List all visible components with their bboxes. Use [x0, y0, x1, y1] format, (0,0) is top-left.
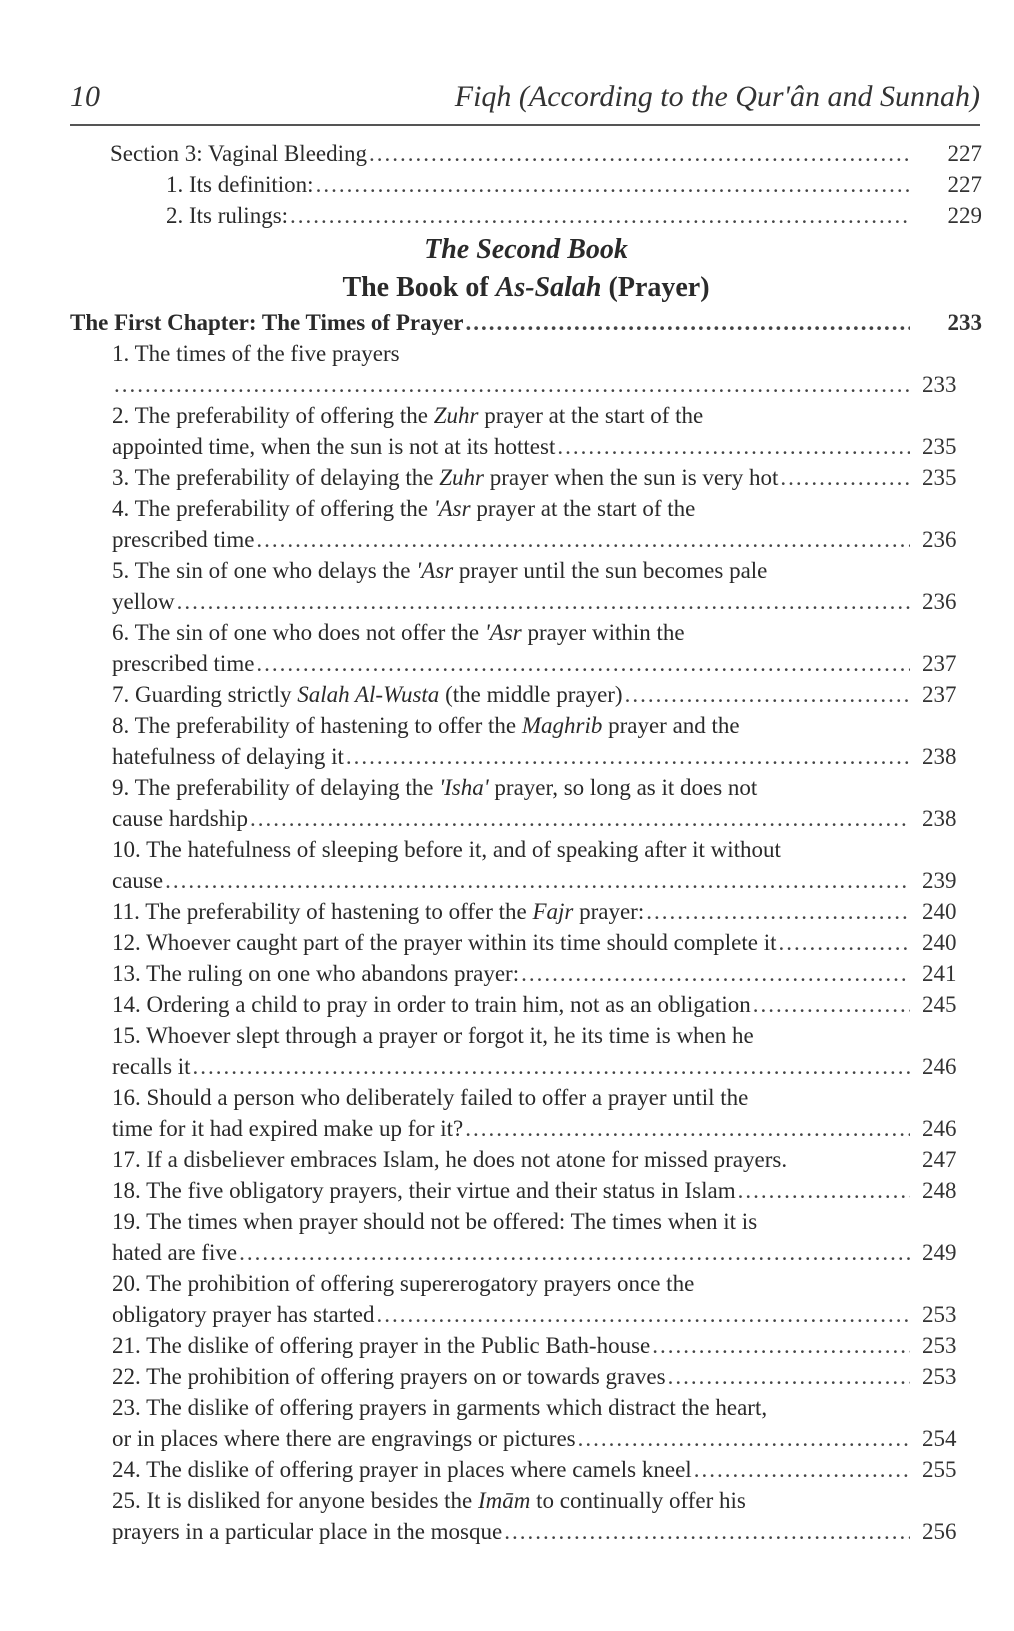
toc-entry-text: 17. If a disbeliever embraces Islam, he does not atone for missed prayers. — [112, 1147, 788, 1172]
toc-entry — [70, 1020, 982, 1082]
toc-page-number: 239 — [922, 868, 957, 893]
toc-entry — [70, 834, 982, 896]
toc-entry-text-line: 15. Whoever slept through a prayer or forgot it, he its time is when he — [112, 1023, 754, 1048]
italic-term: Fajr — [532, 899, 574, 924]
dot-leader — [780, 462, 910, 493]
toc-entry — [70, 1144, 982, 1175]
toc-entry-text-line: 5. The sin of one who delays the 'Asr prayer until the sun becomes pale — [112, 558, 768, 583]
toc-entry — [70, 493, 982, 555]
toc-page-number: 233 — [947, 310, 982, 335]
toc-page-number: 236 — [922, 589, 957, 614]
toc-entry — [70, 772, 982, 834]
dot-leader — [465, 1113, 910, 1144]
toc-entry — [70, 679, 982, 710]
toc-entry-text: 2. Its rulings: — [166, 203, 289, 228]
italic-term: Zuhr — [439, 465, 484, 490]
toc-page-number: 237 — [922, 682, 957, 707]
toc-entry-text-line: 19. The times when prayer should not be offered: The times when it is — [112, 1209, 758, 1234]
dot-leader — [521, 958, 910, 989]
toc-entry-text-line: 1. The times of the five prayers — [112, 341, 400, 366]
toc-entry-text: prescribed time — [112, 527, 255, 552]
dot-leader — [193, 1051, 910, 1082]
toc-entry-text: cause hardship — [112, 806, 249, 831]
dot-leader — [250, 803, 910, 834]
toc-entry-text-line: 4. The preferability of offering the 'Asr prayer at the start of the — [112, 496, 696, 521]
toc-page-number: 240 — [922, 930, 957, 955]
toc-entry-text: prayers in a particular place in the mosque — [112, 1519, 503, 1544]
italic-term: Maghrib — [521, 713, 603, 738]
toc-entry — [70, 1330, 982, 1361]
toc-entry-text: 18. The five obligatory prayers, their virtue and their status in Islam — [112, 1178, 736, 1203]
dot-leader — [165, 865, 910, 896]
toc-page-number: 227 — [947, 141, 982, 166]
toc-entry-text: hatefulness of delaying it — [112, 744, 344, 769]
toc-entry-text: prescribed time — [112, 651, 255, 676]
toc-entry — [70, 710, 982, 772]
toc-entry-text: 11. The preferability of hastening to offer the Fajr prayer: — [112, 899, 645, 924]
toc-entry — [70, 927, 982, 958]
toc-entry — [70, 989, 982, 1020]
toc-page-number: 238 — [922, 806, 957, 831]
dot-leader — [504, 1516, 910, 1547]
toc-entry-text-line: 23. The dislike of offering prayers in garments which distract the heart, — [112, 1395, 768, 1420]
toc-page-number: 241 — [922, 961, 957, 986]
toc-entry — [70, 555, 982, 617]
toc-page-number: 245 — [922, 992, 957, 1017]
toc-entry-text: 22. The prohibition of offering prayers on or towards graves — [112, 1364, 666, 1389]
toc-entry-text: recalls it — [112, 1054, 191, 1079]
dot-leader — [738, 1175, 910, 1206]
dot-leader — [778, 927, 910, 958]
dot-leader — [346, 741, 910, 772]
toc-entry-text: 1. Its definition: — [166, 172, 314, 197]
dot-leader — [316, 169, 910, 200]
dot-leader — [578, 1423, 910, 1454]
toc-entry — [70, 1454, 982, 1485]
toc-page-number: 256 — [922, 1519, 957, 1544]
dot-leader — [753, 989, 910, 1020]
toc-page-number: 233 — [922, 372, 957, 397]
toc-page-number: 235 — [922, 434, 957, 459]
toc-page-number: 253 — [922, 1302, 957, 1327]
toc-entry-text: obligatory prayer has started — [112, 1302, 375, 1327]
dot-leader — [652, 1330, 910, 1361]
book-title-italic: As-Salah — [495, 272, 602, 303]
toc-entry-text-line: 9. The preferability of delaying the 'Isha' prayer, so long as it does not — [112, 775, 758, 800]
table-of-contents — [70, 138, 982, 1547]
page-number: 10 — [70, 80, 100, 113]
toc-entry-chapter — [70, 307, 982, 338]
dot-leader — [694, 1454, 910, 1485]
dot-leader — [239, 1237, 910, 1268]
toc-entry — [70, 1206, 982, 1268]
toc-page-number: 246 — [922, 1054, 957, 1079]
toc-entry — [70, 1268, 982, 1330]
toc-entry-text-line: 2. The preferability of offering the Zuhr prayer at the start of the — [112, 403, 704, 428]
toc-page-number: 247 — [922, 1147, 957, 1172]
toc-entry-text: or in places where there are engravings or pictures — [112, 1426, 576, 1451]
toc-entry — [70, 958, 982, 989]
toc-entry-subsection — [70, 200, 982, 231]
toc-entry-text: Section 3: Vaginal Bleeding — [110, 141, 368, 166]
toc-entry-text: hated are five — [112, 1240, 238, 1265]
book-title-prefix: The Book of — [342, 272, 496, 303]
dot-leader — [625, 679, 910, 710]
toc-entry-text: 13. The ruling on one who abandons prayer: — [112, 961, 520, 986]
toc-entry — [70, 1361, 982, 1392]
toc-entry-text-line: 10. The hatefulness of sleeping before it, and of speaking after it without — [112, 837, 781, 862]
toc-entry-text: 12. Whoever caught part of the prayer within its time should complete it — [112, 930, 777, 955]
book-title-suffix: (Prayer) — [601, 272, 710, 303]
dot-leader — [646, 896, 910, 927]
toc-entry-text: The First Chapter: The Times of Prayer — [70, 310, 464, 335]
toc-entry-text: 14. Ordering a child to pray in order to train him, not as an obligation — [112, 992, 751, 1017]
toc-entry-text-line: 8. The preferability of hastening to offer the Maghrib prayer and the — [112, 713, 740, 738]
dot-leader — [557, 431, 910, 462]
book-title — [70, 269, 982, 307]
toc-entry-text-line: 20. The prohibition of offering supererogatory prayers once the — [112, 1271, 695, 1296]
toc-entry-text: yellow — [112, 589, 175, 614]
toc-page-number: 240 — [922, 899, 957, 924]
italic-term: 'Asr — [416, 558, 454, 583]
toc-entry-text: cause — [112, 868, 164, 893]
toc-page-number: 254 — [922, 1426, 957, 1451]
toc-entry-text-line: 6. The sin of one who does not offer the 'Asr prayer within the — [112, 620, 685, 645]
toc-entry-text-line: 16. Should a person who deliberately failed to offer a prayer until the — [112, 1085, 749, 1110]
toc-page-number: 248 — [922, 1178, 957, 1203]
toc-page-number: 253 — [922, 1364, 957, 1389]
toc-entry — [70, 1082, 982, 1144]
book-label: The Second Book — [424, 234, 628, 265]
italic-term: 'Isha' — [439, 775, 489, 800]
toc-entry-section — [70, 138, 982, 169]
toc-item-list — [70, 338, 982, 1547]
toc-page-number: 238 — [922, 744, 957, 769]
toc-entry-text: 24. The dislike of offering prayer in places where camels kneel — [112, 1457, 692, 1482]
toc-page-number: 246 — [922, 1116, 957, 1141]
dot-leader — [177, 586, 910, 617]
toc-page-number: 227 — [947, 172, 982, 197]
toc-page-number: 237 — [922, 651, 957, 676]
toc-page-number: 255 — [922, 1457, 957, 1482]
italic-term: 'Asr — [433, 496, 471, 521]
toc-entry-text: 21. The dislike of offering prayer in the Public Bath-house — [112, 1333, 651, 1358]
dot-leader — [369, 138, 910, 169]
toc-entry-text: 7. Guarding strictly Salah Al-Wusta (the middle prayer) — [112, 682, 623, 707]
toc-entry-text: appointed time, when the sun is not at its hottest — [112, 434, 556, 459]
running-title: Fiqh (According to the Qur'ân and Sunnah) — [454, 80, 980, 113]
dot-leader — [114, 369, 910, 400]
toc-page-number: 235 — [922, 465, 957, 490]
dot-leader — [377, 1299, 911, 1330]
dot-leader — [256, 648, 910, 679]
toc-page-number: 236 — [922, 527, 957, 552]
italic-term: Imām — [478, 1488, 531, 1513]
toc-page-number: 229 — [947, 203, 982, 228]
toc-entry-text: 3. The preferability of delaying the Zuhr prayer when the sun is very hot — [112, 465, 779, 490]
italic-term: Zuhr — [433, 403, 479, 428]
toc-page-number: 249 — [922, 1240, 957, 1265]
dot-leader — [256, 524, 910, 555]
toc-entry — [70, 1175, 982, 1206]
dot-leader — [290, 200, 910, 231]
dot-leader — [668, 1361, 910, 1392]
dot-leader — [466, 307, 910, 338]
italic-term: Salah Al-Wusta — [297, 682, 440, 707]
toc-entry — [70, 338, 982, 400]
toc-entry-text: time for it had expired make up for it? — [112, 1116, 464, 1141]
toc-page-number: 253 — [922, 1333, 957, 1358]
toc-entry — [70, 400, 982, 462]
toc-entry — [70, 617, 982, 679]
toc-entry — [70, 896, 982, 927]
toc-entry — [70, 1392, 982, 1454]
toc-entry — [70, 462, 982, 493]
toc-entry-text-line: 25. It is disliked for anyone besides the Imām to continually offer his — [112, 1488, 746, 1513]
italic-term: 'Asr — [484, 620, 522, 645]
toc-entry — [70, 1485, 982, 1547]
toc-entry-subsection — [70, 169, 982, 200]
page-header — [70, 76, 980, 126]
